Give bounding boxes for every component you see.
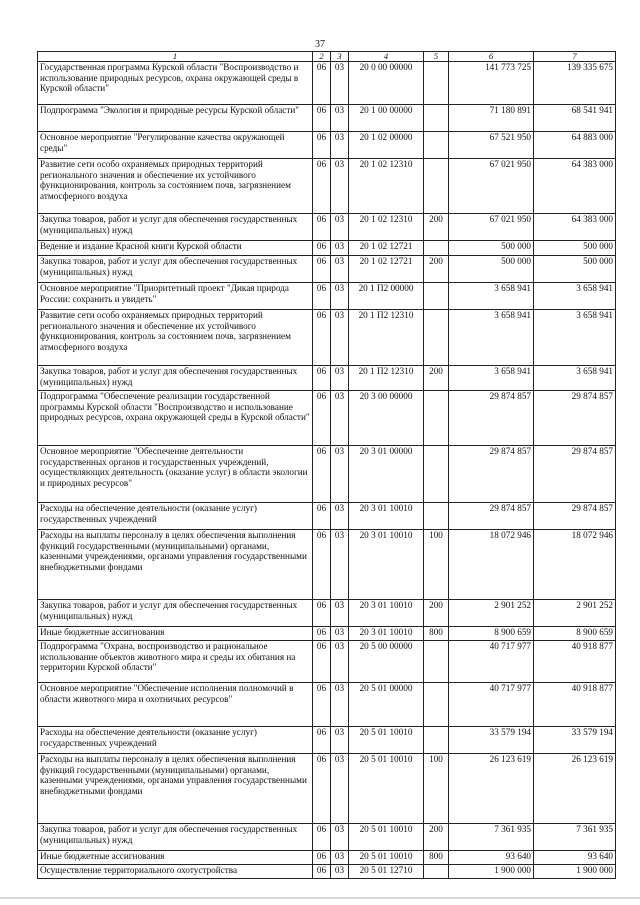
amount-year-1: 67 021 950 [449,214,534,241]
item-name: Основное мероприятие "Приоритетный проект "Дикая природа России: сохранить и увидеть" [38,283,313,310]
expense-type-code: 800 [424,851,449,865]
amount-year-2: 500 000 [534,256,616,283]
table-row [38,683,616,727]
amount-year-1: 26 123 619 [449,754,534,824]
section-code: 06 [313,310,331,366]
amount-year-1: 141 773 725 [449,62,534,105]
section-code: 06 [313,283,331,310]
item-name: Основное мероприятие "Обеспечение исполнения полномочий в области животного мира и охотничьих ресурсов" [38,683,313,727]
expense-type-code: 200 [424,600,449,627]
table-row [38,530,616,600]
section-code: 06 [313,641,331,683]
table-row [38,446,616,503]
subsection-code: 03 [331,824,349,851]
item-name: Основное мероприятие "Регулирование качества окружающей среды" [38,132,313,159]
expense-type-code [424,159,449,214]
item-name: Подпрограмма "Охрана, воспроизводство и рациональное использование объектов животного мира и среды их обитания на территории Курской области" [38,641,313,683]
target-article-code: 20 5 01 10010 [349,851,424,865]
amount-year-1: 1 900 000 [449,865,534,879]
column-header: 4 [349,52,424,62]
table-row [38,256,616,283]
subsection-code: 03 [331,62,349,105]
item-name: Иные бюджетные ассигнования [38,851,313,865]
section-code: 06 [313,851,331,865]
subsection-code: 03 [331,865,349,879]
column-number-row [38,52,616,62]
amount-year-2: 68 541 941 [534,105,616,132]
section-code: 06 [313,214,331,241]
expense-type-code [424,132,449,159]
subsection-code: 03 [331,503,349,530]
amount-year-2: 64 383 000 [534,214,616,241]
item-name: Основное мероприятие "Обеспечение деятельности государственных органов и государственных учреждений, осуществляющих деятельность (оказание услуг) в области экологии и природных ресурсов" [38,446,313,503]
budget-rows [38,62,616,879]
subsection-code: 03 [331,391,349,446]
target-article-code: 20 1 02 12310 [349,159,424,214]
section-code: 06 [313,727,331,754]
expense-type-code [424,641,449,683]
target-article-code: 20 0 00 00000 [349,62,424,105]
amount-year-1: 3 658 941 [449,310,534,366]
table-row [38,214,616,241]
amount-year-1: 93 640 [449,851,534,865]
target-article-code: 20 1 02 00000 [349,132,424,159]
amount-year-1: 3 658 941 [449,283,534,310]
target-article-code: 20 1 02 12721 [349,241,424,256]
section-code: 06 [313,600,331,627]
item-name: Расходы на обеспечение деятельности (оказание услуг) государственных учреждений [38,503,313,530]
column-header: 1 [38,52,313,62]
item-name: Закупка товаров, работ и услуг для обеспечения государственных (муниципальных) нужд [38,824,313,851]
target-article-code: 20 3 01 10010 [349,600,424,627]
section-code: 06 [313,824,331,851]
subsection-code: 03 [331,159,349,214]
target-article-code: 20 3 01 10010 [349,627,424,641]
amount-year-1: 67 521 950 [449,132,534,159]
item-name: Закупка товаров, работ и услуг для обеспечения государственных (муниципальных) нужд [38,600,313,627]
subsection-code: 03 [331,600,349,627]
item-name: Иные бюджетные ассигнования [38,627,313,641]
column-header: 2 [313,52,331,62]
table-row [38,727,616,754]
expense-type-code [424,62,449,105]
section-code: 06 [313,865,331,879]
amount-year-2: 3 658 941 [534,366,616,391]
subsection-code: 03 [331,241,349,256]
section-code: 06 [313,366,331,391]
amount-year-2: 29 874 857 [534,446,616,503]
amount-year-2: 33 579 194 [534,727,616,754]
section-code: 06 [313,132,331,159]
section-code: 06 [313,105,331,132]
column-header: 7 [534,52,616,62]
target-article-code: 20 3 01 10010 [349,503,424,530]
target-article-code: 20 1 00 00000 [349,105,424,132]
expense-type-code [424,503,449,530]
section-code: 06 [313,446,331,503]
amount-year-1: 71 180 891 [449,105,534,132]
amount-year-2: 40 918 877 [534,641,616,683]
expense-type-code: 200 [424,824,449,851]
subsection-code: 03 [331,310,349,366]
expense-type-code: 200 [424,366,449,391]
expense-type-code [424,391,449,446]
expense-type-code [424,283,449,310]
table-row [38,641,616,683]
amount-year-2: 64 383 000 [534,159,616,214]
table-row [38,62,616,105]
expense-type-code: 100 [424,530,449,600]
section-code: 06 [313,627,331,641]
amount-year-2: 18 072 946 [534,530,616,600]
target-article-code: 20 1 П2 12310 [349,310,424,366]
section-code: 06 [313,683,331,727]
table-row [38,600,616,627]
column-header: 3 [331,52,349,62]
subsection-code: 03 [331,754,349,824]
amount-year-2: 29 874 857 [534,391,616,446]
target-article-code: 20 5 01 10010 [349,824,424,851]
amount-year-1: 29 874 857 [449,446,534,503]
table-row [38,824,616,851]
section-code: 06 [313,159,331,214]
target-article-code: 20 5 01 00000 [349,683,424,727]
table-row [38,159,616,214]
section-code: 06 [313,530,331,600]
item-name: Расходы на выплаты персоналу в целях обеспечения выполнения функций государственными (муниципальными) органами, казенными учреждениями, органами управления государственными внебюджетными фондами [38,530,313,600]
expense-type-code [424,865,449,879]
table-row [38,627,616,641]
budget-table [37,51,616,879]
item-name: Ведение и издание Красной книги Курской области [38,241,313,256]
section-code: 06 [313,754,331,824]
amount-year-2: 8 900 659 [534,627,616,641]
amount-year-2: 500 000 [534,241,616,256]
amount-year-2: 93 640 [534,851,616,865]
section-code: 06 [313,256,331,283]
page-number: 37 [315,39,325,50]
amount-year-2: 40 918 877 [534,683,616,727]
item-name: Развитие сети особо охраняемых природных территорий регионального значения и обеспечение их устойчивого функционирования, контроль за состоянием почв, загрязнением атмосферного воздуха [38,159,313,214]
table-row [38,241,616,256]
item-name: Подпрограмма "Экология и природные ресурсы Курской области" [38,105,313,132]
table-row [38,283,616,310]
item-name: Расходы на обеспечение деятельности (оказание услуг) государственных учреждений [38,727,313,754]
amount-year-1: 33 579 194 [449,727,534,754]
column-header: 5 [424,52,449,62]
target-article-code: 20 1 02 12721 [349,256,424,283]
subsection-code: 03 [331,105,349,132]
subsection-code: 03 [331,683,349,727]
target-article-code: 20 1 П2 00000 [349,283,424,310]
expense-type-code: 200 [424,214,449,241]
item-name: Закупка товаров, работ и услуг для обеспечения государственных (муниципальных) нужд [38,366,313,391]
amount-year-2: 139 335 675 [534,62,616,105]
item-name: Осуществление территориального охотустройства [38,865,313,879]
subsection-code: 03 [331,132,349,159]
section-code: 06 [313,62,331,105]
target-article-code: 20 1 П2 12310 [349,366,424,391]
section-code: 06 [313,391,331,446]
amount-year-1: 7 361 935 [449,824,534,851]
table-row [38,754,616,824]
item-name: Расходы на выплаты персоналу в целях обеспечения выполнения функций государственными (муниципальными) органами, казенными учреждениями, органами управления государственными внебюджетными фондами [38,754,313,824]
scan-edge [0,897,640,899]
amount-year-2: 64 883 000 [534,132,616,159]
amount-year-2: 1 900 000 [534,865,616,879]
table-row [38,132,616,159]
table-row [38,391,616,446]
table-row [38,105,616,132]
table-row [38,366,616,391]
item-name: Закупка товаров, работ и услуг для обеспечения государственных (муниципальных) нужд [38,214,313,241]
subsection-code: 03 [331,727,349,754]
expense-type-code: 200 [424,256,449,283]
amount-year-1: 3 658 941 [449,366,534,391]
target-article-code: 20 5 01 12710 [349,865,424,879]
item-name: Подпрограмма "Обеспечение реализации государственной программы Курской области "Воспроизводство и использование природных ресурсов, охрана окружающей среды в Курской области" [38,391,313,446]
amount-year-2: 3 658 941 [534,283,616,310]
section-code: 06 [313,241,331,256]
expense-type-code [424,241,449,256]
subsection-code: 03 [331,366,349,391]
amount-year-2: 26 123 619 [534,754,616,824]
expense-type-code: 800 [424,627,449,641]
target-article-code: 20 5 00 00000 [349,641,424,683]
target-article-code: 20 3 01 10010 [349,530,424,600]
amount-year-2: 29 874 857 [534,503,616,530]
item-name: Государственная программа Курской области "Воспроизводство и использование природных ресурсов, охрана окружающей среды в Курской области" [38,62,313,105]
target-article-code: 20 3 00 00000 [349,391,424,446]
amount-year-1: 29 874 857 [449,503,534,530]
amount-year-1: 40 717 977 [449,641,534,683]
expense-type-code: 100 [424,754,449,824]
expense-type-code [424,310,449,366]
table-row [38,310,616,366]
subsection-code: 03 [331,446,349,503]
amount-year-2: 2 901 252 [534,600,616,627]
expense-type-code [424,727,449,754]
amount-year-2: 3 658 941 [534,310,616,366]
target-article-code: 20 1 02 12310 [349,214,424,241]
expense-type-code [424,683,449,727]
subsection-code: 03 [331,256,349,283]
table-row [38,851,616,865]
amount-year-1: 40 717 977 [449,683,534,727]
expense-type-code [424,446,449,503]
amount-year-1: 29 874 857 [449,391,534,446]
column-header: 6 [449,52,534,62]
amount-year-1: 500 000 [449,256,534,283]
amount-year-2: 7 361 935 [534,824,616,851]
subsection-code: 03 [331,851,349,865]
table-row [38,503,616,530]
target-article-code: 20 3 01 00000 [349,446,424,503]
amount-year-1: 8 900 659 [449,627,534,641]
subsection-code: 03 [331,641,349,683]
amount-year-1: 500 000 [449,241,534,256]
amount-year-1: 18 072 946 [449,530,534,600]
item-name: Развитие сети особо охраняемых природных территорий регионального значения и обеспечение их устойчивого функционирования, контроль за состоянием почв, загрязнением атмосферного воздуха [38,310,313,366]
subsection-code: 03 [331,530,349,600]
amount-year-1: 2 901 252 [449,600,534,627]
table-row [38,865,616,879]
item-name: Закупка товаров, работ и услуг для обеспечения государственных (муниципальных) нужд [38,256,313,283]
subsection-code: 03 [331,627,349,641]
subsection-code: 03 [331,283,349,310]
expense-type-code [424,105,449,132]
subsection-code: 03 [331,214,349,241]
section-code: 06 [313,503,331,530]
amount-year-1: 67 021 950 [449,159,534,214]
target-article-code: 20 5 01 10010 [349,727,424,754]
target-article-code: 20 5 01 10010 [349,754,424,824]
